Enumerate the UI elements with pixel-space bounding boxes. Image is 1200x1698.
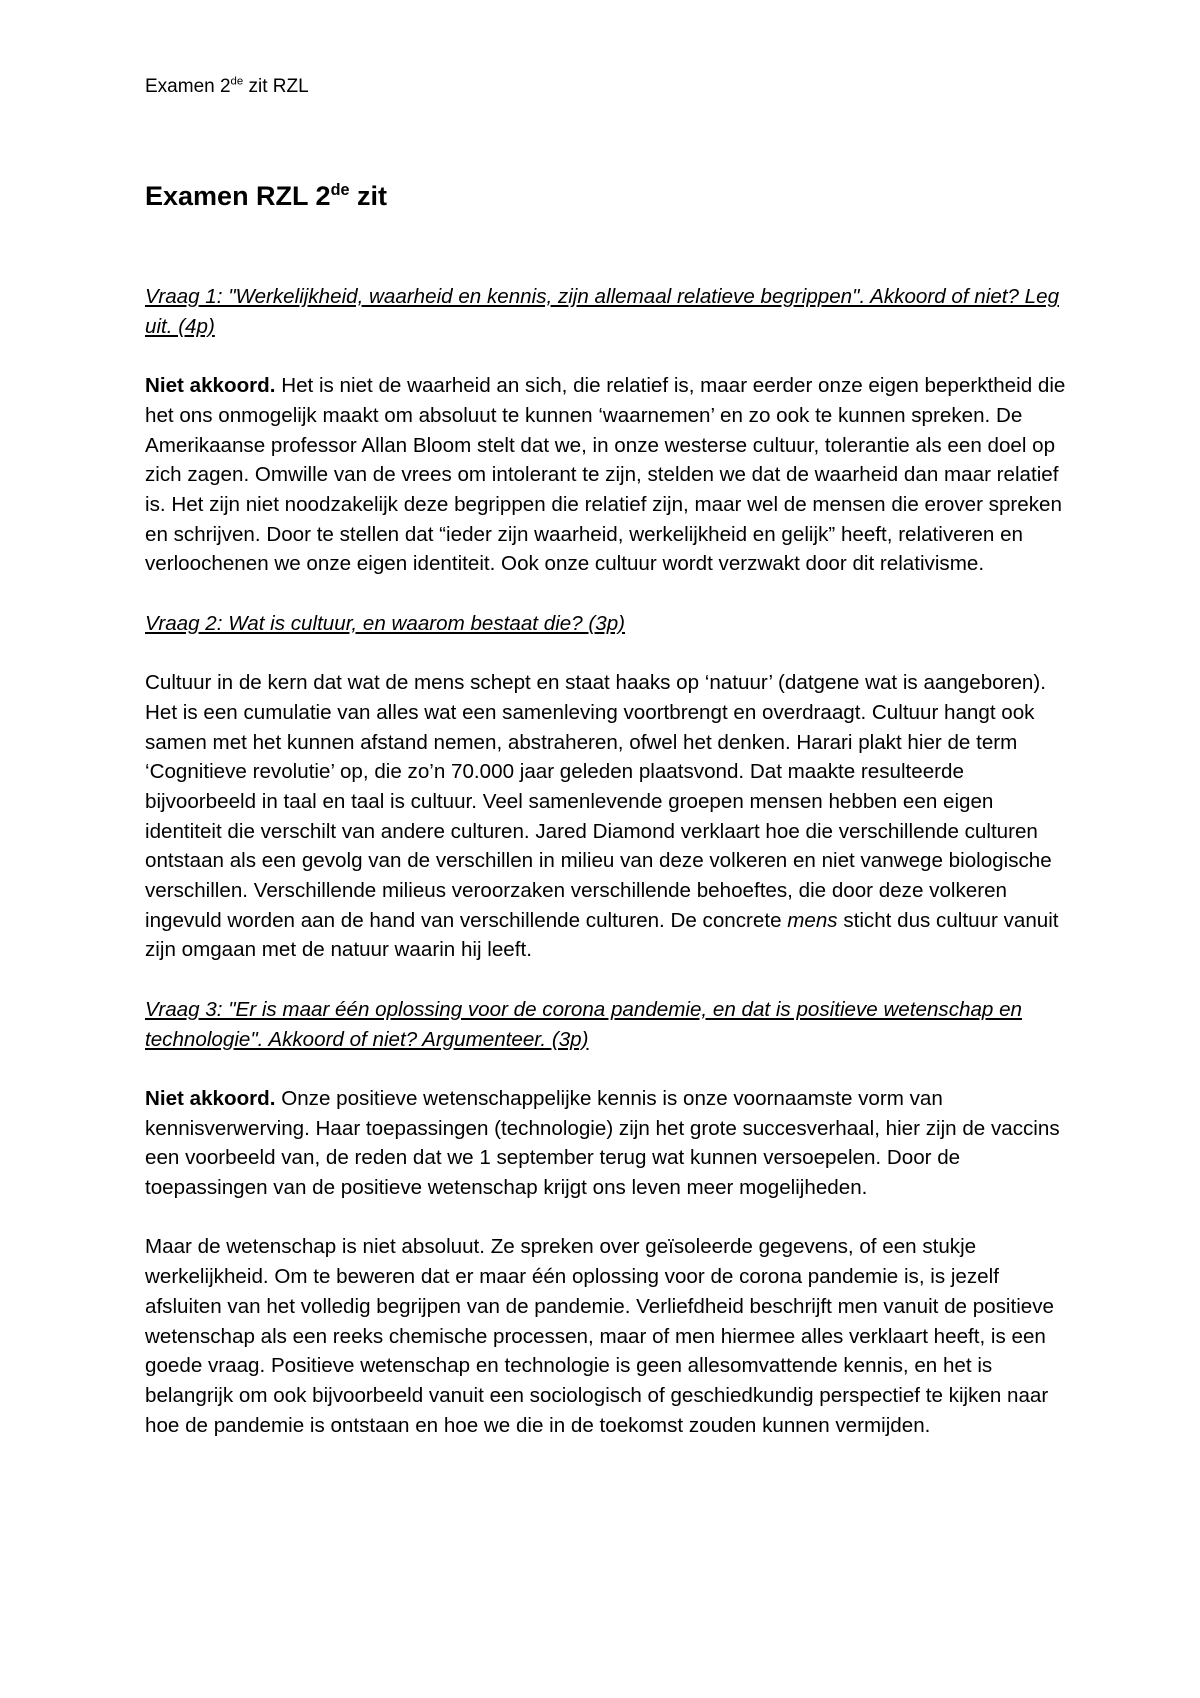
header-superscript: de bbox=[230, 75, 244, 88]
answer-1-lead: Niet akkoord. bbox=[145, 374, 276, 398]
answer-3-text: Onze positieve wetenschappelijke kennis is onze voornaamste vorm van kennisverwerving. Haar toepassingen (technologie) zijn het grote succesverhaal, hier zijn de vaccins een voorbeeld van, de reden dat we 1 september terug wat kunnen versoepelen. Door de toepassingen van de positieve wetenschap krijgt ons leven meer mogelijheden. bbox=[145, 1086, 1060, 1200]
answer-3-paragraph-2: Maar de wetenschap is niet absoluut. Ze spreken over geïsoleerde gegevens, of een stukje werkelijkheid. Om te beweren dat er maar één oplossing voor de corona pandemie is, is jezelf afsluiten van het volledig begrijpen van de pandemie. Verliefdheid beschrijft men vanuit de positieve wetenschap als een reeks chemische processen, maar of men hiermee alles verklaart heeft, is een goede vraag. Positieve wetenschap en technologie is geen allesomvattende kennis, en het is belangrijk om ook bijvoorbeeld vanuit een sociologisch of geschiedkundig perspectief te kijken naar hoe de pandemie is ontstaan en hoe we die in de toekomst zouden kunnen vermijden. bbox=[145, 1235, 1054, 1437]
question-2: Vraag 2: Wat is cultuur, en waarom bestaat die? (3p) bbox=[145, 611, 626, 635]
header-text: Examen 2 bbox=[145, 76, 231, 97]
document-body bbox=[145, 282, 1067, 1470]
answer-2 bbox=[145, 668, 1067, 965]
answer-3 bbox=[145, 1084, 1067, 1203]
answer-3-lead: Niet akkoord. bbox=[145, 1086, 276, 1110]
answer-1 bbox=[145, 371, 1067, 579]
answer-2-italic: mens bbox=[787, 908, 838, 932]
title-text-suffix: zit bbox=[349, 181, 387, 211]
header-text-suffix: zit RZL bbox=[243, 76, 309, 97]
document-title bbox=[145, 180, 387, 212]
answer-2-text: Cultuur in de kern dat wat de mens schept en staat haaks op ‘natuur’ (datgene wat is aangeboren). Het is een cumulatie van alles wat een samenleving voortbrengt en overdraagt. Cultuur hangt ook samen met het kunnen afstand nemen, abstraheren, ofwel het denken. Harari plakt hier de term ‘Cognitieve revolutie’ op, die zo’n 70.000 jaar geleden plaatsvond. Dat maakte resulteerde bijvoorbeeld in taal en taal is cultuur. Veel samenlevende groepen mensen hebben een eigen identiteit die verschilt van andere culturen. Jared Diamond verklaart hoe die verschillende culturen ontstaan als een gevolg van de verschillen in milieu van deze volkeren en niet vanwege biologische verschillen. Verschillende milieus veroorzaken verschillende behoeftes, die door deze volkeren ingevuld worden aan de hand van verschillende culturen. De concrete bbox=[145, 671, 1052, 932]
title-text: Examen RZL 2 bbox=[145, 181, 331, 211]
title-superscript: de bbox=[330, 181, 350, 199]
answer-1-text: Het is niet de waarheid an sich, die relatief is, maar eerder onze eigen beperktheid die het ons onmogelijk maakt om absoluut te kunnen ‘waarnemen’ en zo ook te kunnen spreken. De Amerikaanse professor Allan Bloom stelt dat we, in onze westerse cultuur, tolerantie als een doel op zich zagen. Omwille van de vrees om intolerant te zijn, stelden we dat de waarheid dan maar relatief is. Het zijn niet noodzakelijk deze begrippen die relatief zijn, maar wel de mensen die erover spreken en schrijven. Door te stellen dat “ieder zijn waarheid, werkelijkheid en gelijk” heeft, relativeren en verloochenen we onze eigen identiteit. Ook onze cultuur wordt verzwakt door dit relativisme. bbox=[145, 374, 1066, 576]
answer-2-text-end: sticht dus cultuur vanuit zijn omgaan met de natuur waarin hij leeft. bbox=[145, 908, 1059, 962]
question-3: Vraag 3: "Er is maar één oplossing voor de corona pandemie, en dat is positieve wetenschap en technologie". Akkoord of niet? Argumenteer. (3p) bbox=[145, 997, 1022, 1051]
question-1: Vraag 1: "Werkelijkheid, waarheid en kennis, zijn allemaal relatieve begrippen". Akkoord of niet? Leg uit. (4p) bbox=[145, 285, 1060, 338]
page-header bbox=[145, 76, 309, 99]
